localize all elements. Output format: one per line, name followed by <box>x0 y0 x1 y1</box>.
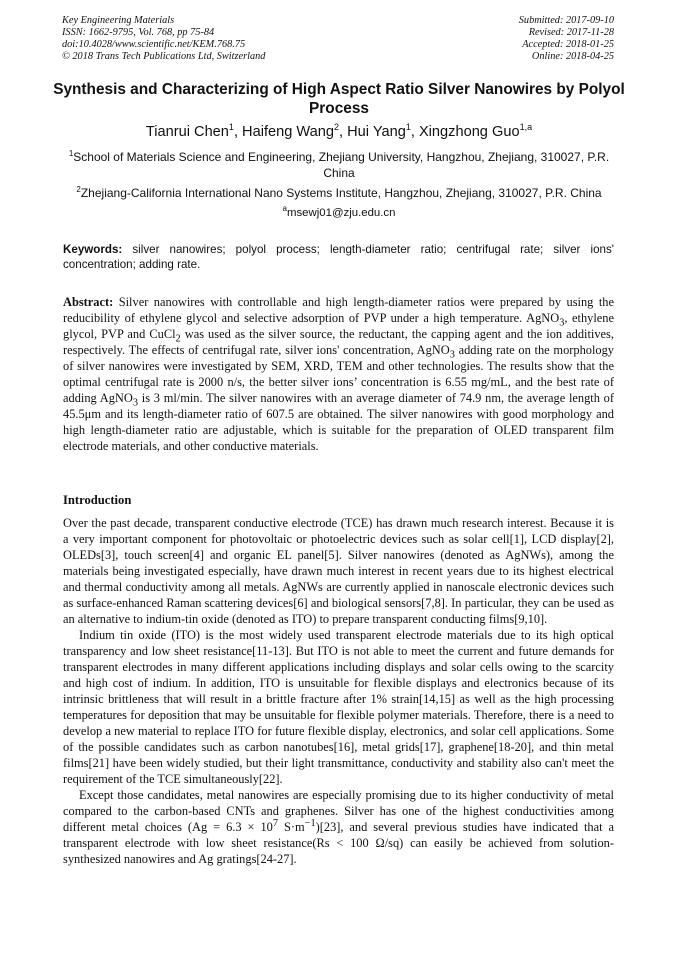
journal-header-right <box>519 15 614 63</box>
author-affiliation-mark: 2 <box>334 122 340 133</box>
affiliation-text: Zhejiang-California International Nano Systems Institute, Hangzhou, Zhejiang, 310027, P.R. China <box>80 186 602 200</box>
corresponding-email <box>40 206 638 221</box>
journal-issn: ISSN: 1662-9795, Vol. 768, pp 75-84 <box>62 27 215 38</box>
affiliation-1 <box>58 149 620 181</box>
abstract-text: was used as the silver source, the reductant, the capping agent and the ion additives, respectively. The effects of centrifugal rate, silver ions' concentration, AgNO <box>63 327 614 357</box>
date-accepted: Accepted: 2018-01-25 <box>522 39 614 50</box>
abstract-section <box>63 294 614 454</box>
author-name: Xingzhong Guo <box>418 124 520 140</box>
journal-name: Key Engineering Materials <box>62 15 175 26</box>
paragraph-text: Except those candidates, metal nanowires are especially promising due to its higher conductivity of metal compared to the carbon-based CNTs and graphenes. Silver has one of the highest conductivities among different metal choices (Ag = 6.3 × 10 <box>63 788 614 834</box>
abstract-text: , ethylene glycol, PVP and CuCl <box>63 311 614 341</box>
keywords-label: Keywords: <box>63 243 123 256</box>
author-affiliation-mark: 1,a <box>519 122 533 133</box>
subscript: 3 <box>132 397 138 409</box>
affiliation-2 <box>58 185 620 201</box>
author-affiliation-mark: 1 <box>228 122 234 133</box>
abstract-label: Abstract: <box>63 295 114 309</box>
introduction-heading: Introduction <box>63 493 132 507</box>
subscript: 3 <box>559 317 565 329</box>
author-name: Tianrui Chen <box>145 124 229 140</box>
abstract-text: Silver nanowires with controllable and high length-diameter ratios were prepared by using the reducibility of ethylene glycol and selective adsorption of PVP under a high temperature. AgNO <box>63 295 614 325</box>
intro-paragraph-3 <box>63 787 614 867</box>
affiliation-mark: 2 <box>76 185 81 194</box>
affiliation-mark: 1 <box>68 149 74 158</box>
author-affiliation-mark: 1 <box>405 122 411 133</box>
paper-title: Synthesis and Characterizing of High Aspect Ratio Silver Nanowires by Polyol Process <box>53 81 625 117</box>
introduction-body <box>63 515 614 867</box>
email-mark: a <box>282 204 287 214</box>
author-name: Haifeng Wang <box>242 124 334 140</box>
email-address[interactable]: msewj01@zju.edu.cn <box>287 207 396 219</box>
affiliation-text: School of Materials Science and Engineering, Zhejiang University, Hangzhou, Zhejiang, 310027, P.R. China <box>73 150 610 180</box>
paragraph-text: )[23], and several previous studies have indicated that a transparent electrode with low sheet resistance(Rs < 100 Ω/sq) can easily be achieved from solution-synthesized nanowires and Ag gratings[24-27]. <box>63 820 614 866</box>
journal-copyright: © 2018 Trans Tech Publications Ltd, Switzerland <box>62 51 266 62</box>
abstract-text: is 3 ml/min. The silver nanowires with an average diameter of 74.9 nm, the average length of 45.5μm and its length-diameter ratio of 607.5 are obtained. The silver nanowires with good morphology and high length-diameter ratio are adjustable, which is suitable for the preparation of OLED transparent film electrode materials, and other conductive materials. <box>63 391 614 453</box>
intro-paragraph-2: Indium tin oxide (ITO) is the most widely used transparent electrode materials due to its high optical transparency and low sheet resistance[11-13]. But ITO is not able to meet the current and future demands for transparent electrodes in many different applications including displays and solar cells owing to the scarcity and high cost of indium. In addition, ITO is unsuitable for flexible displays and electronics because of its intrinsic brittleness that will result in a brittle fracture after 1% strain[14,15] as well as the high processing temperatures for deposition that may be unsuitable for flexible polymer materials. Therefore, there is a need to develop a new material to replace ITO for future flexible display, electronics, and solar cell applications. Some of the possible candidates such as carbon nanotubes[16], metal grids[17], graphene[18-20], and thin metal films[21] have been widely studied, but their light transmittance, conductivity and stability also can't meet the requirement of the TCE simultaneously[22]. <box>63 628 614 786</box>
author-name: Hui Yang <box>347 124 406 140</box>
abstract-text: adding rate on the morphology of silver nanowires were investigated by SEM, XRD, TEM and other technologies. The results show that the optimal centrifugal rate is 2000 n/s, the better silver ions’ concentration is 6.55 mg/mL, and the best rate of adding AgNO <box>63 343 614 405</box>
superscript: 7 <box>272 817 279 829</box>
date-submitted: Submitted: 2017-09-10 <box>518 15 614 26</box>
keywords-section <box>63 242 614 272</box>
superscript: −1 <box>304 817 316 829</box>
author-list: Tianrui Chen$^1$, Haifeng Wang$^2$, Hui Yang$^1$, Xingzhong Guo$^{1,a}$ <box>145 122 533 140</box>
date-revised: Revised: 2017-11-28 <box>528 27 614 38</box>
subscript: 3 <box>449 349 455 361</box>
subscript: 2 <box>175 333 181 345</box>
paragraph-text: S·m <box>278 820 305 834</box>
date-online: Online: 2018-04-25 <box>531 51 614 62</box>
journal-doi: doi:10.4028/www.scientific.net/KEM.768.75 <box>62 39 246 50</box>
journal-header-left <box>62 15 265 63</box>
intro-paragraph-1: Over the past decade, transparent conductive electrode (TCE) has drawn much research interest. Because it is a very important component for photovoltaic or photoelectric devices such as solar cell[1], LCD display[2], OLEDs[3], touch screen[4] and organic EL panel[5]. Silver nanowires (denoted as AgNWs), among the materials being investigated especially, have drawn much interest in recent years due to its highest electrical and thermal conductivity among all metals. AgNWs are currently applied in nanoscale electronic devices such as surface-enhanced Raman scattering devices[6] and biological sensors[7,8]. In particular, they can be used as an alternative to indium-tin oxide (denoted as ITO) to prepare transparent conducting films[9,10]. <box>63 516 614 626</box>
keywords-text: silver nanowires; polyol process; length-diameter ratio; centrifugal rate; silver ions' concentration; adding rate. <box>63 243 614 271</box>
